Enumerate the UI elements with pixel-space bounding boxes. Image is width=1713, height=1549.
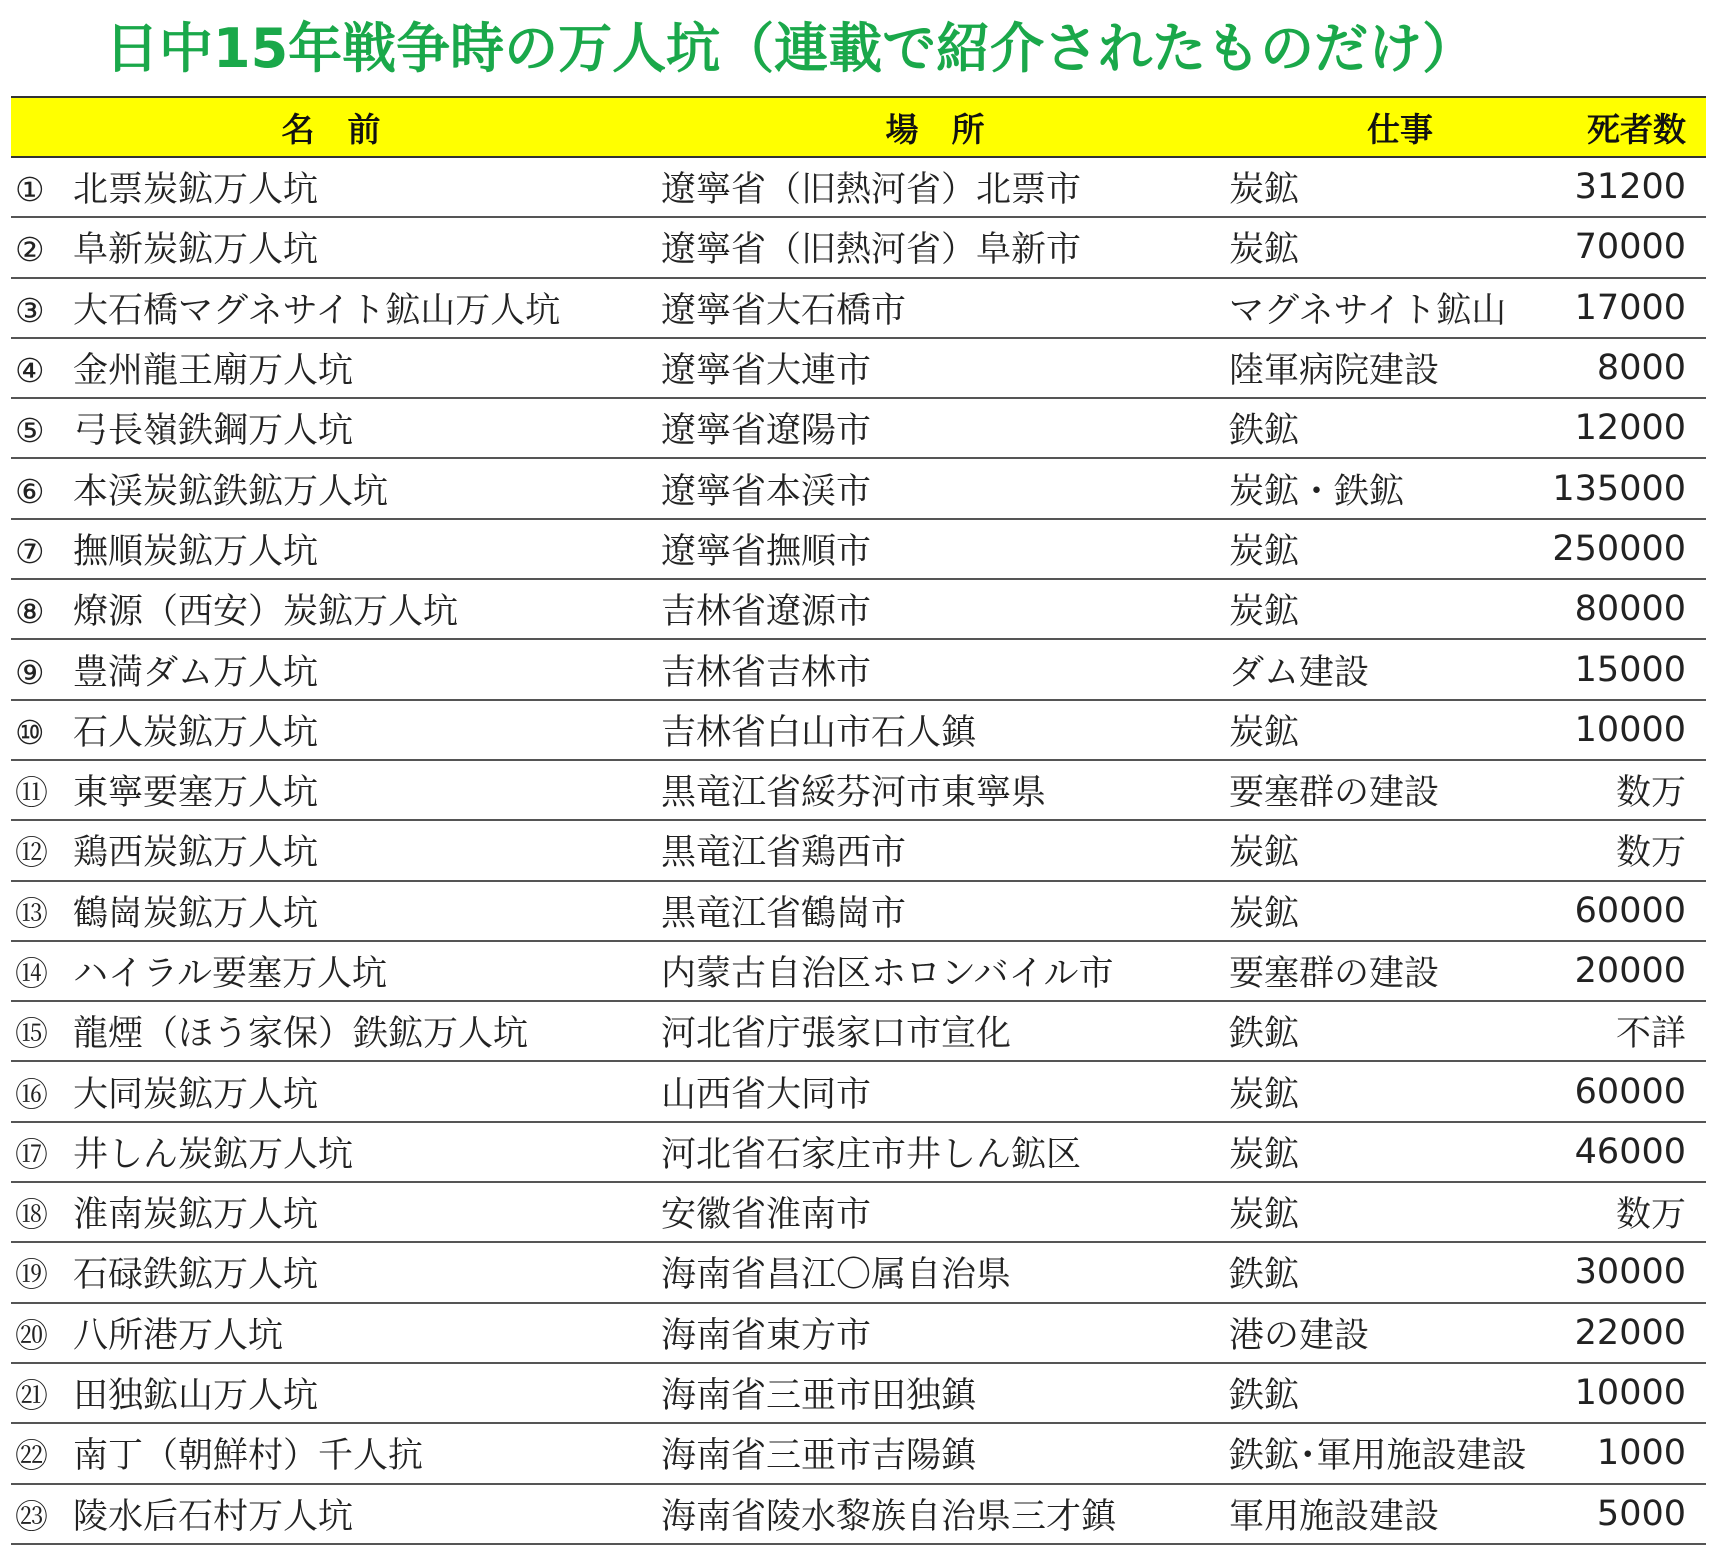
cell-work: 鉄鉱･軍用施設建設: [1219, 1423, 1541, 1483]
cell-work: 要塞群の建設: [1219, 941, 1541, 1001]
table-row: [11, 1363, 1706, 1423]
cell-deaths: 10000: [1541, 1363, 1706, 1423]
site-name: 本渓炭鉱鉄鉱万人坑: [73, 471, 389, 512]
cell-name: [11, 1001, 651, 1061]
cell-work: 鉄鉱: [1219, 398, 1541, 458]
table-row: [11, 700, 1706, 760]
table-row: [11, 1001, 1706, 1061]
table-row: [11, 1122, 1706, 1182]
table-header-row: [11, 97, 1706, 157]
page-title: 日中15年戦争時の万人坑（連載で紹介されたものだけ）: [105, 17, 1477, 80]
row-number: ⑪: [15, 773, 48, 813]
cell-name: [11, 338, 651, 398]
cell-work: 要塞群の建設: [1219, 760, 1541, 820]
cell-name: [11, 458, 651, 518]
table-row: [11, 217, 1706, 277]
table-row: [11, 760, 1706, 820]
row-number: ㉒: [15, 1436, 48, 1476]
cell-name: [11, 700, 651, 760]
table-header: [11, 97, 1706, 157]
cell-place: 遼寧省撫順市: [651, 519, 1219, 579]
cell-deaths: 135000: [1541, 458, 1706, 518]
row-number: ⑳: [15, 1315, 48, 1355]
site-name: 阜新炭鉱万人坑: [73, 230, 319, 271]
cell-deaths: 30000: [1541, 1242, 1706, 1302]
cell-deaths: 22000: [1541, 1303, 1706, 1363]
row-number: ③: [15, 290, 45, 330]
cell-name: [11, 579, 651, 639]
table-row: [11, 458, 1706, 518]
cell-place: 内蒙古自治区ホロンバイル市: [651, 941, 1219, 1001]
table-row: [11, 1423, 1706, 1483]
table-row: [11, 338, 1706, 398]
cell-place: 河北省石家庄市井しん鉱区: [651, 1122, 1219, 1182]
cell-deaths: 数万: [1541, 760, 1706, 820]
cell-place: 遼寧省（旧熱河省）北票市: [651, 157, 1219, 217]
site-name: ハイラル要塞万人坑: [73, 954, 387, 994]
row-number: ⑫: [15, 833, 48, 873]
table-row: [11, 1182, 1706, 1242]
table-row: [11, 1303, 1706, 1363]
row-number: ⑩: [15, 712, 45, 752]
column-header-name: 名 前: [11, 97, 651, 157]
cell-name: [11, 519, 651, 579]
site-name: 龍煙（ほう家保）鉄鉱万人坑: [73, 1014, 529, 1055]
row-number: ⑦: [15, 531, 45, 571]
cell-deaths: 5000: [1541, 1484, 1706, 1544]
site-name: 井しん炭鉱万人坑: [73, 1134, 354, 1175]
row-number: ⑯: [15, 1074, 48, 1114]
cell-name: [11, 217, 651, 277]
cell-name: [11, 278, 651, 338]
cell-work: 炭鉱: [1219, 1122, 1541, 1182]
table-row: [11, 1242, 1706, 1302]
cell-work: 炭鉱・鉄鉱: [1219, 458, 1541, 518]
table-row: [11, 1484, 1706, 1544]
cell-name: [11, 1363, 651, 1423]
cell-place: 吉林省吉林市: [651, 639, 1219, 699]
cell-place: 吉林省遼源市: [651, 579, 1219, 639]
cell-place: 海南省陵水黎族自治県三才鎮: [651, 1484, 1219, 1544]
row-number: ⑥: [15, 471, 45, 511]
table-row: [11, 157, 1706, 217]
cell-work: 軍用施設建設: [1219, 1484, 1541, 1544]
table-row: [11, 398, 1706, 458]
cell-deaths: 数万: [1541, 1182, 1706, 1242]
cell-work: 炭鉱: [1219, 881, 1541, 941]
cell-name: [11, 820, 651, 880]
cell-deaths: 1000: [1541, 1423, 1706, 1483]
cell-name: [11, 881, 651, 941]
cell-deaths: 12000: [1541, 398, 1706, 458]
cell-deaths: 250000: [1541, 519, 1706, 579]
table-row: [11, 1061, 1706, 1121]
cell-place: 吉林省白山市石人鎮: [651, 700, 1219, 760]
site-name: 豊満ダム万人坑: [73, 652, 319, 693]
row-number: ⑲: [15, 1255, 48, 1295]
cell-deaths: 60000: [1541, 1061, 1706, 1121]
cell-place: 海南省三亜市吉陽鎮: [651, 1423, 1219, 1483]
cell-place: 遼寧省（旧熱河省）阜新市: [651, 217, 1219, 277]
row-number: ㉓: [15, 1496, 48, 1536]
mass-grave-table: [11, 96, 1706, 1545]
cell-name: [11, 941, 651, 1001]
cell-name: [11, 1484, 651, 1544]
cell-place: 遼寧省大連市: [651, 338, 1219, 398]
table-row: [11, 278, 1706, 338]
cell-name: [11, 1061, 651, 1121]
row-number: ⑨: [15, 652, 45, 692]
site-name: 石碌鉄鉱万人坑: [73, 1255, 319, 1296]
row-number: ⑭: [15, 954, 48, 993]
cell-work: 炭鉱: [1219, 157, 1541, 217]
row-number: ⑬: [15, 893, 48, 933]
site-name: 北票炭鉱万人坑: [73, 170, 319, 211]
cell-deaths: 60000: [1541, 881, 1706, 941]
cell-place: 安徽省淮南市: [651, 1182, 1219, 1242]
column-header-work: 仕事: [1219, 97, 1541, 157]
row-number: ⑮: [15, 1014, 48, 1054]
cell-name: [11, 1303, 651, 1363]
row-number: ⑤: [15, 411, 45, 451]
cell-place: 海南省三亜市田独鎮: [651, 1363, 1219, 1423]
cell-work: 炭鉱: [1219, 217, 1541, 277]
table-row: [11, 579, 1706, 639]
row-number: ⑰: [15, 1134, 48, 1174]
column-header-place: 場 所: [651, 97, 1219, 157]
site-name: 南丁（朝鮮村）千人抗: [73, 1436, 424, 1477]
row-number: ㉑: [15, 1376, 48, 1416]
cell-work: 鉄鉱: [1219, 1001, 1541, 1061]
cell-work: 炭鉱: [1219, 1061, 1541, 1121]
cell-name: [11, 760, 651, 820]
cell-place: 海南省東方市: [651, 1303, 1219, 1363]
site-name: 大石橋マグネサイト鉱山万人坑: [73, 290, 561, 331]
cell-name: [11, 1423, 651, 1483]
cell-name: [11, 1182, 651, 1242]
cell-place: 海南省昌江〇属自治県: [651, 1242, 1219, 1302]
row-number: ⑱: [15, 1195, 48, 1235]
site-name: 鶴崗炭鉱万人坑: [73, 893, 319, 934]
cell-work: 炭鉱: [1219, 820, 1541, 880]
row-number: ②: [15, 230, 45, 270]
cell-place: 遼寧省本渓市: [651, 458, 1219, 518]
table-row: [11, 820, 1706, 880]
cell-deaths: 10000: [1541, 700, 1706, 760]
row-number: ⑧: [15, 592, 45, 632]
cell-deaths: 数万: [1541, 820, 1706, 880]
cell-work: マグネサイト鉱山: [1219, 278, 1541, 338]
site-name: 大同炭鉱万人坑: [73, 1074, 319, 1115]
row-number: ①: [15, 170, 45, 210]
site-name: 撫順炭鉱万人坑: [73, 531, 319, 572]
cell-name: [11, 639, 651, 699]
cell-deaths: 20000: [1541, 941, 1706, 1001]
column-header-deaths: 死者数: [1541, 97, 1706, 157]
cell-work: ダム建設: [1219, 639, 1541, 699]
site-name: 田独鉱山万人坑: [73, 1376, 319, 1417]
site-name: 東寧要塞万人坑: [73, 773, 319, 814]
site-name: 燎源（西安）炭鉱万人坑: [73, 592, 459, 633]
site-name: 陵水后石村万人坑: [73, 1496, 354, 1537]
table-row: [11, 639, 1706, 699]
cell-name: [11, 1242, 651, 1302]
cell-place: 遼寧省大石橋市: [651, 278, 1219, 338]
cell-name: [11, 398, 651, 458]
site-name: 鶏西炭鉱万人坑: [73, 833, 319, 874]
cell-place: 河北省庁張家口市宣化: [651, 1001, 1219, 1061]
site-name: 淮南炭鉱万人坑: [73, 1195, 319, 1236]
site-name: 弓長嶺鉄鋼万人坑: [73, 411, 354, 452]
cell-place: 黒竜江省綏芬河市東寧県: [651, 760, 1219, 820]
cell-deaths: 15000: [1541, 639, 1706, 699]
cell-work: 港の建設: [1219, 1303, 1541, 1363]
cell-work: 鉄鉱: [1219, 1363, 1541, 1423]
cell-deaths: 80000: [1541, 579, 1706, 639]
site-name: 石人炭鉱万人坑: [73, 712, 319, 753]
cell-deaths: 不詳: [1541, 1001, 1706, 1061]
table-row: [11, 881, 1706, 941]
cell-deaths: 31200: [1541, 157, 1706, 217]
table-body: [11, 157, 1706, 1544]
cell-work: 炭鉱: [1219, 1182, 1541, 1242]
row-number: ④: [15, 351, 45, 391]
cell-deaths: 46000: [1541, 1122, 1706, 1182]
site-name: 金州龍王廟万人坑: [73, 351, 354, 392]
cell-name: [11, 1122, 651, 1182]
cell-work: 陸軍病院建設: [1219, 338, 1541, 398]
cell-place: 黒竜江省鶏西市: [651, 820, 1219, 880]
cell-work: 炭鉱: [1219, 519, 1541, 579]
cell-deaths: 8000: [1541, 338, 1706, 398]
cell-place: 黒竜江省鶴崗市: [651, 881, 1219, 941]
cell-deaths: 17000: [1541, 278, 1706, 338]
cell-place: 遼寧省遼陽市: [651, 398, 1219, 458]
table-row: [11, 519, 1706, 579]
cell-work: 炭鉱: [1219, 700, 1541, 760]
cell-place: 山西省大同市: [651, 1061, 1219, 1121]
cell-name: [11, 157, 651, 217]
table-row: [11, 941, 1706, 1001]
cell-work: 炭鉱: [1219, 579, 1541, 639]
cell-work: 鉄鉱: [1219, 1242, 1541, 1302]
site-name: 八所港万人坑: [73, 1315, 284, 1356]
cell-deaths: 70000: [1541, 217, 1706, 277]
